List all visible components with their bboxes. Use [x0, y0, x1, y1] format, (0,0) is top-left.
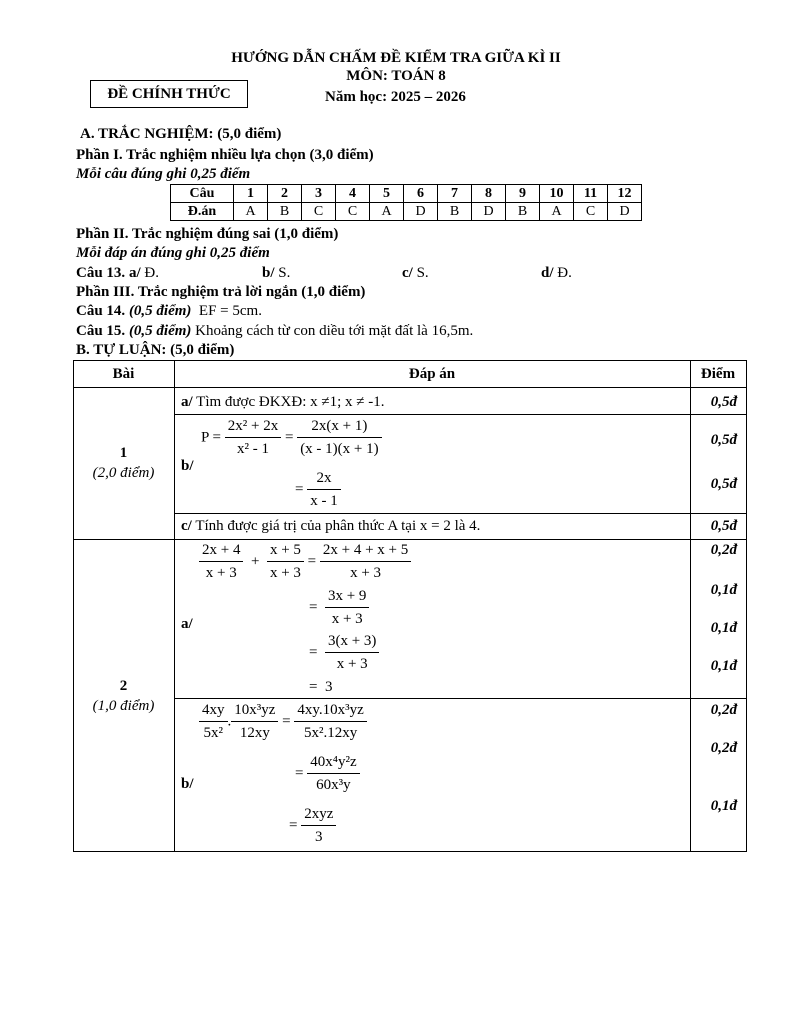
quiz-header-cau: Câu — [171, 185, 234, 203]
bai2-b-frac3 — [294, 702, 366, 742]
bai2-b-step3: = $\frac{\text{2xyz}}{3}$ — [289, 806, 336, 846]
bai1-c-score: 0,5đ — [710, 518, 737, 534]
q13-d-label: d/ — [541, 265, 554, 281]
bai2-b-frac5 — [301, 806, 336, 846]
quiz-q: 6 — [404, 185, 438, 203]
q13-a-value: Đ. — [144, 265, 159, 281]
q13-b — [262, 265, 290, 282]
bai2-a-label: a/ — [181, 616, 193, 632]
bai2-a-frac3-num: 2x + 4 + x + 5 — [320, 542, 411, 562]
q13-c-label: c/ — [402, 265, 413, 281]
bai2-a-step1: $\frac{2x + 4}{x + 3}$ + $\frac{x + 5}{x + 3}$ = $\frac{2x + 4 + x + 5}{x + 3}$ — [199, 542, 411, 582]
bai2-a-frac5-num: 3(x + 3) — [325, 633, 379, 653]
quiz-q: 11 — [574, 185, 608, 203]
bai2-a-frac1-num: 2x + 4 — [199, 542, 243, 562]
part2-title: Phần II. Trắc nghiệm đúng sai (1,0 điểm) — [76, 226, 339, 242]
bai1-b-frac3-num: 2x — [307, 470, 341, 490]
table-border-left — [73, 360, 74, 852]
bai1-b-step2: = $\frac{2x}{x - 1}$ — [295, 470, 341, 510]
bai2-b-frac4-den: 60x³y — [316, 777, 351, 793]
quiz-q: 8 — [472, 185, 506, 203]
quiz-row-answers — [171, 203, 642, 221]
bai1-b-frac3 — [307, 470, 341, 510]
quiz-q: 4 — [336, 185, 370, 203]
col-header-dapan: Đáp án — [408, 366, 456, 382]
bai1-b-label: b/ — [181, 458, 194, 474]
q13-label: Câu 13. — [76, 265, 126, 281]
bai-divider — [73, 539, 747, 540]
quiz-q: 2 — [268, 185, 302, 203]
bai1-divider-a — [174, 414, 746, 415]
bai1-b-score-2: 0,5đ — [710, 476, 737, 492]
bai2-b-frac1-num: 4xy — [199, 702, 228, 722]
bai2-b-score-2: 0,2đ — [710, 740, 737, 756]
bai2-a-frac3-den: x + 3 — [350, 565, 382, 581]
bai2-a-score-2: 0,1đ — [710, 582, 737, 598]
bai2-divider-a — [174, 698, 746, 699]
bai2-number: 2 — [119, 678, 128, 694]
col-header-diem: Điểm — [700, 366, 736, 382]
bai1-b-frac1-den: x² - 1 — [236, 441, 269, 457]
quiz-a: D — [608, 203, 642, 221]
essay-answer-table — [73, 360, 747, 852]
quiz-q: 10 — [540, 185, 574, 203]
quiz-a: D — [472, 203, 506, 221]
quiz-q: 1 — [234, 185, 268, 203]
quiz-row-questions — [171, 185, 642, 203]
bai2-a-frac1-den: x + 3 — [205, 565, 237, 581]
bai1-b-step1: P = $\frac{\text{2x² + 2x}}{\text{x² - 1}}$ = $\frac{2x(x + 1)}{(x - 1)(x + 1)}$ — [201, 418, 382, 458]
bai1-b-frac2-den: (x - 1)(x + 1) — [300, 441, 379, 457]
q15-answer: Khoảng cách từ con diều tới mặt đất là 16,5m. — [195, 323, 474, 339]
table-border-right — [746, 360, 747, 852]
bai2-a-frac2 — [267, 542, 304, 582]
bai2-points: (1,0 điểm) — [92, 698, 155, 714]
quiz-q: 12 — [608, 185, 642, 203]
quiz-q: 5 — [370, 185, 404, 203]
bai2-b-frac3-num: 4xy.10x³yz — [294, 702, 366, 722]
quiz-a: C — [336, 203, 370, 221]
table-col-divider-1 — [174, 360, 175, 852]
bai2-b-frac3-den: 5x².12xy — [303, 725, 358, 741]
q15-row — [76, 323, 473, 340]
bai2-b-frac2-den: 12xy — [239, 725, 270, 741]
q13-row — [76, 265, 159, 282]
quiz-a: B — [506, 203, 540, 221]
bai2-a-score-3: 0,1đ — [710, 620, 737, 636]
quiz-a: A — [370, 203, 404, 221]
bai1-b-frac1-num: 2x² + 2x — [225, 418, 281, 438]
q14-answer: EF = 5cm. — [198, 303, 262, 319]
bai2-a-result: 3 — [324, 679, 333, 695]
bai1-b-score-1: 0,5đ — [710, 432, 737, 448]
bai1-b-frac2-num: 2x(x + 1) — [297, 418, 381, 438]
part1-title: Phần I. Trắc nghiệm nhiều lựa chọn (3,0 điểm) — [76, 147, 374, 163]
bai1-number: 1 — [119, 445, 128, 461]
quiz-a: C — [302, 203, 336, 221]
q15-label: Câu 15. — [76, 323, 126, 339]
bai1-a-score: 0,5đ — [710, 394, 737, 410]
bai1-c-text: Tính được giá trị của phân thức A tại x = 2 là 4. — [195, 518, 481, 534]
q13-d-value: Đ. — [557, 265, 572, 281]
bai2-a-frac1 — [199, 542, 243, 582]
bai2-a-step2: = $\frac{3x + 9}{x + 3}$ — [309, 588, 369, 628]
bai2-b-frac1-den: 5x² — [203, 725, 223, 741]
quiz-a: C — [574, 203, 608, 221]
bai2-b-label: b/ — [181, 776, 194, 792]
bai1-c-row — [181, 518, 480, 535]
q13-b-label: b/ — [262, 265, 275, 281]
bai1-b-frac2 — [297, 418, 381, 458]
bai2-b-frac4 — [307, 754, 359, 794]
q13-c-value: S. — [416, 265, 429, 281]
bai2-a-frac5-den: x + 3 — [336, 656, 368, 672]
part1-note: Mỗi câu đúng ghi 0,25 điểm — [76, 166, 251, 182]
bai1-c-label: c/ — [181, 518, 192, 534]
q13-b-value: S. — [278, 265, 291, 281]
bai2-b-score-1: 0,2đ — [710, 702, 737, 718]
quiz-a: D — [404, 203, 438, 221]
part3-title: Phần III. Trắc nghiệm trả lời ngắn (1,0 điểm) — [76, 284, 366, 300]
quiz-q: 3 — [302, 185, 336, 203]
bai2-b-frac1 — [199, 702, 228, 742]
bai2-a-score-4: 0,1đ — [710, 658, 737, 674]
bai2-a-frac4-den: x + 3 — [331, 611, 363, 627]
bai2-b-step1: $\frac{4xy}{\text{5x²}}$ . $\frac{\text{10x³yz}}{12xy}$ = $\frac{\text{4xy.10x³yz}}{\text{5x².12xy}}$ — [199, 702, 367, 742]
q14-points: (0,5 điểm) — [128, 303, 192, 319]
official-label-box: ĐỀ CHÍNH THỨC — [90, 80, 248, 108]
bai2-a-frac2-den: x + 3 — [269, 565, 301, 581]
bai2-b-step2: = $\frac{\text{40x⁴y²z}}{\text{60x³y}}$ — [295, 754, 360, 794]
bai2-b-frac2 — [231, 702, 278, 742]
section-b-title: B. TỰ LUẬN: (5,0 điểm) — [76, 342, 235, 358]
bai2-b-frac2-num: 10x³yz — [231, 702, 278, 722]
q15-points: (0,5 điểm) — [128, 323, 192, 339]
quiz-header-dan: Đ.án — [171, 203, 234, 221]
bai2-a-frac2-num: x + 5 — [267, 542, 304, 562]
bai2-b-frac4-num: 40x⁴y²z — [307, 754, 359, 774]
bai2-a-step4: = 3 — [309, 679, 333, 695]
part2-note: Mỗi đáp án đúng ghi 0,25 điểm — [76, 245, 270, 261]
bai1-a-text: Tìm được ĐKXĐ: x ≠1; x ≠ -1. — [196, 394, 385, 410]
bai2-a-frac4-num: 3x + 9 — [325, 588, 369, 608]
bai1-b-frac1 — [225, 418, 281, 458]
doc-year: Năm học: 2025 – 2026 — [325, 89, 466, 105]
table-header-divider — [73, 387, 747, 388]
q14-label: Câu 14. — [76, 303, 126, 319]
bai2-a-frac4 — [325, 588, 369, 628]
bai1-a-label: a/ — [181, 394, 193, 410]
quiz-answer-table — [170, 184, 642, 221]
section-a-title: A. TRẮC NGHIỆM: (5,0 điểm) — [80, 126, 282, 142]
quiz-a: A — [540, 203, 574, 221]
q13-a-label: a/ — [128, 265, 141, 281]
q13-d — [541, 265, 572, 282]
bai2-a-score-1: 0,2đ — [710, 542, 737, 558]
q14-row — [76, 303, 262, 320]
quiz-q: 7 — [438, 185, 472, 203]
col-header-bai: Bài — [112, 366, 135, 382]
quiz-a: B — [438, 203, 472, 221]
bai1-divider-b — [174, 513, 746, 514]
table-col-divider-2 — [690, 360, 691, 852]
doc-title: HƯỚNG DẪN CHẤM ĐỀ KIỂM TRA GIỮA KÌ II — [231, 50, 561, 66]
bai2-b-frac5-num: 2xyz — [301, 806, 336, 826]
quiz-a: B — [268, 203, 302, 221]
bai1-b-p: P = — [201, 429, 221, 446]
quiz-a: A — [234, 203, 268, 221]
q13-c — [402, 265, 429, 282]
bai2-a-frac3 — [320, 542, 411, 582]
doc-subject: MÔN: TOÁN 8 — [346, 68, 446, 84]
bai1-points: (2,0 điểm) — [92, 465, 155, 481]
quiz-q: 9 — [506, 185, 540, 203]
bai2-b-frac5-den: 3 — [315, 829, 323, 845]
bai2-a-frac5 — [325, 633, 379, 673]
bai2-a-step3: = $\frac{3(x + 3)}{x + 3}$ — [309, 633, 379, 673]
bai1-a-row — [181, 394, 385, 411]
bai1-b-frac3-den: x - 1 — [310, 493, 338, 509]
bai2-b-score-3: 0,1đ — [710, 798, 737, 814]
